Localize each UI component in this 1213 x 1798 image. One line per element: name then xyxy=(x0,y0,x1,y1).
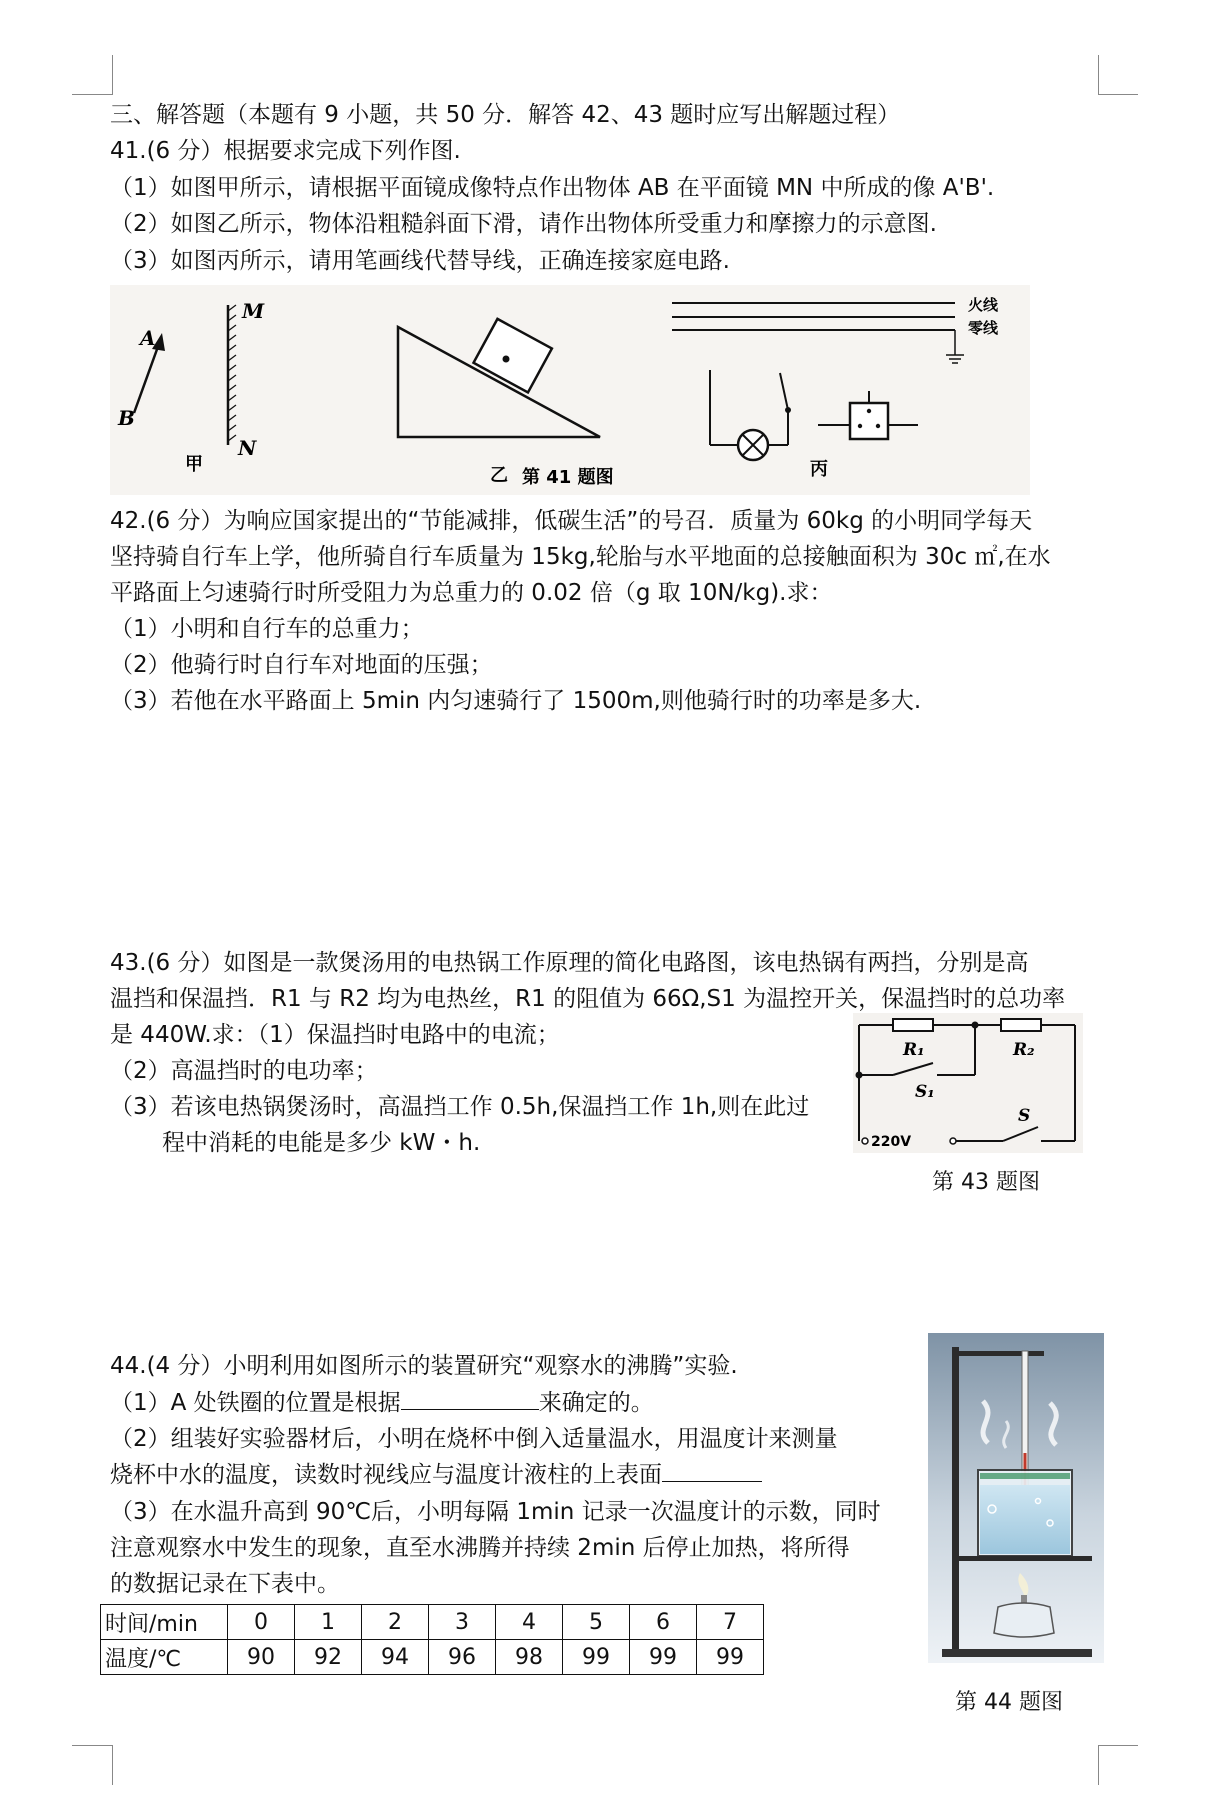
q44-item-1-post: 来确定的。 xyxy=(538,1390,654,1416)
crop-mark xyxy=(1098,1745,1099,1785)
answer-blank-1[interactable] xyxy=(401,1387,539,1410)
crop-mark xyxy=(72,1745,112,1746)
label-bing: 丙 xyxy=(810,459,828,480)
table-header-temperature: 温度/℃ xyxy=(101,1640,228,1675)
q44-item-2-pre: 烧杯中水的温度，读数时视线应与温度计液柱的上表面 xyxy=(110,1462,662,1488)
q44-item-2-line-1: （2）组装好实验器材后，小明在烧杯中倒入适量温水，用温度计来测量 xyxy=(110,1426,838,1452)
label-s: S xyxy=(1018,1106,1031,1126)
figure-44-apparatus xyxy=(928,1333,1104,1663)
table-cell: 7 xyxy=(697,1605,764,1640)
table-cell: 90 xyxy=(228,1640,295,1675)
label-r1: R₁ xyxy=(903,1040,925,1060)
q44-item-1 xyxy=(110,1385,654,1421)
label-zero-line: 零线 xyxy=(968,319,999,337)
table-cell: 1 xyxy=(295,1605,362,1640)
label-b: B xyxy=(118,406,135,430)
table-cell: 99 xyxy=(630,1640,697,1675)
crop-mark xyxy=(1098,55,1099,95)
crop-mark xyxy=(112,55,113,95)
label-jia: 甲 xyxy=(185,454,203,475)
label-n: N xyxy=(238,436,257,460)
table-cell: 2 xyxy=(362,1605,429,1640)
label-a: A xyxy=(140,326,156,350)
crop-mark xyxy=(112,1745,113,1785)
table-row xyxy=(101,1605,764,1640)
q41-item-1: （1）如图甲所示，请根据平面镜成像特点作出物体 AB 在平面镜 MN 中所成的像 A'B'. xyxy=(110,175,995,201)
q43-item-3-cont: 程中消耗的电能是多少 kW・h. xyxy=(162,1130,481,1156)
table-cell: 5 xyxy=(563,1605,630,1640)
q43-line-1: 43.(6 分）如图是一款煲汤用的电热锅工作原理的简化电路图，该电热锅有两挡，分别是高 xyxy=(110,950,1029,976)
table-cell: 4 xyxy=(496,1605,563,1640)
crop-mark xyxy=(1098,94,1138,95)
crop-mark xyxy=(72,94,112,95)
table-cell: 0 xyxy=(228,1605,295,1640)
q43-line-2: 温挡和保温挡．R1 与 R2 均为电热丝，R1 的阻值为 66Ω,S1 为温控开关，保温挡时的总功率 xyxy=(110,986,1066,1012)
table-cell: 6 xyxy=(630,1605,697,1640)
q42-line-2: 坚持骑自行车上学，他所骑自行车质量为 15kg,轮胎与水平地面的总接触面积为 30c ㎡,在水 xyxy=(110,544,1051,570)
label-fire-line: 火线 xyxy=(968,296,999,314)
figure-43 xyxy=(853,1013,1083,1153)
figure-41-caption: 第 41 题图 xyxy=(522,467,614,488)
q41-item-2: （2）如图乙所示，物体沿粗糙斜面下滑，请作出物体所受重力和摩擦力的示意图. xyxy=(110,211,937,237)
figure-43-caption: 第 43 题图 xyxy=(932,1170,1040,1195)
q42-line-1: 42.(6 分）为响应国家提出的“节能减排，低碳生活”的号召．质量为 60kg 的小明同学每天 xyxy=(110,508,1033,534)
table-cell: 99 xyxy=(697,1640,764,1675)
q44-item-1-pre: （1）A 处铁圈的位置是根据 xyxy=(110,1390,401,1416)
table-row xyxy=(101,1640,764,1675)
crop-mark xyxy=(1098,1745,1138,1746)
table-header-time: 时间/min xyxy=(101,1605,228,1640)
q44-title: 44.(4 分）小明利用如图所示的装置研究“观察水的沸腾”实验. xyxy=(110,1353,738,1379)
label-voltage: 220V xyxy=(871,1134,912,1150)
q44-item-3-line-3: 的数据记录在下表中。 xyxy=(110,1571,340,1597)
q41-title: 41.(6 分）根据要求完成下列作图. xyxy=(110,138,461,164)
table-cell: 92 xyxy=(295,1640,362,1675)
q42-line-3: 平路面上匀速骑行时所受阻力为总重力的 0.02 倍（g 取 10N/kg).求： xyxy=(110,580,833,606)
table-cell: 94 xyxy=(362,1640,429,1675)
table-cell: 3 xyxy=(429,1605,496,1640)
label-yi: 乙 xyxy=(490,465,508,486)
table-cell: 96 xyxy=(429,1640,496,1675)
label-r2: R₂ xyxy=(1013,1040,1035,1060)
q44-item-2-line-2 xyxy=(110,1457,762,1493)
q42-item-2: （2）他骑行时自行车对地面的压强； xyxy=(110,652,493,678)
table-cell: 98 xyxy=(496,1640,563,1675)
q43-item-2: （2）高温挡时的电功率； xyxy=(110,1058,378,1084)
figure-41 xyxy=(110,285,1030,495)
q44-item-3-line-1: （3）在水温升高到 90℃后，小明每隔 1min 记录一次温度计的示数，同时 xyxy=(110,1499,881,1525)
table-cell: 99 xyxy=(563,1640,630,1675)
label-s1: S₁ xyxy=(915,1082,935,1102)
data-table xyxy=(100,1604,764,1675)
q42-item-1: （1）小明和自行车的总重力； xyxy=(110,616,424,642)
figure-44-caption: 第 44 题图 xyxy=(955,1690,1063,1715)
q42-item-3: （3）若他在水平路面上 5min 内匀速骑行了 1500m,则他骑行时的功率是多大. xyxy=(110,688,922,714)
label-m: M xyxy=(242,299,265,323)
q43-item-3: （3）若该电热锅煲汤时，高温挡工作 0.5h,保温挡工作 1h,则在此过 xyxy=(110,1094,810,1120)
q43-line-3: 是 440W.求：（1）保温挡时电路中的电流； xyxy=(110,1022,560,1048)
section-title: 三、解答题（本题有 9 小题，共 50 分．解答 42、43 题时应写出解题过程） xyxy=(110,102,901,128)
q41-item-3: （3）如图丙所示，请用笔画线代替导线，正确连接家庭电路. xyxy=(110,248,730,274)
answer-blank-2[interactable] xyxy=(662,1459,762,1482)
q44-item-3-line-2: 注意观察水中发生的现象，直至水沸腾并持续 2min 后停止加热，将所得 xyxy=(110,1535,850,1561)
